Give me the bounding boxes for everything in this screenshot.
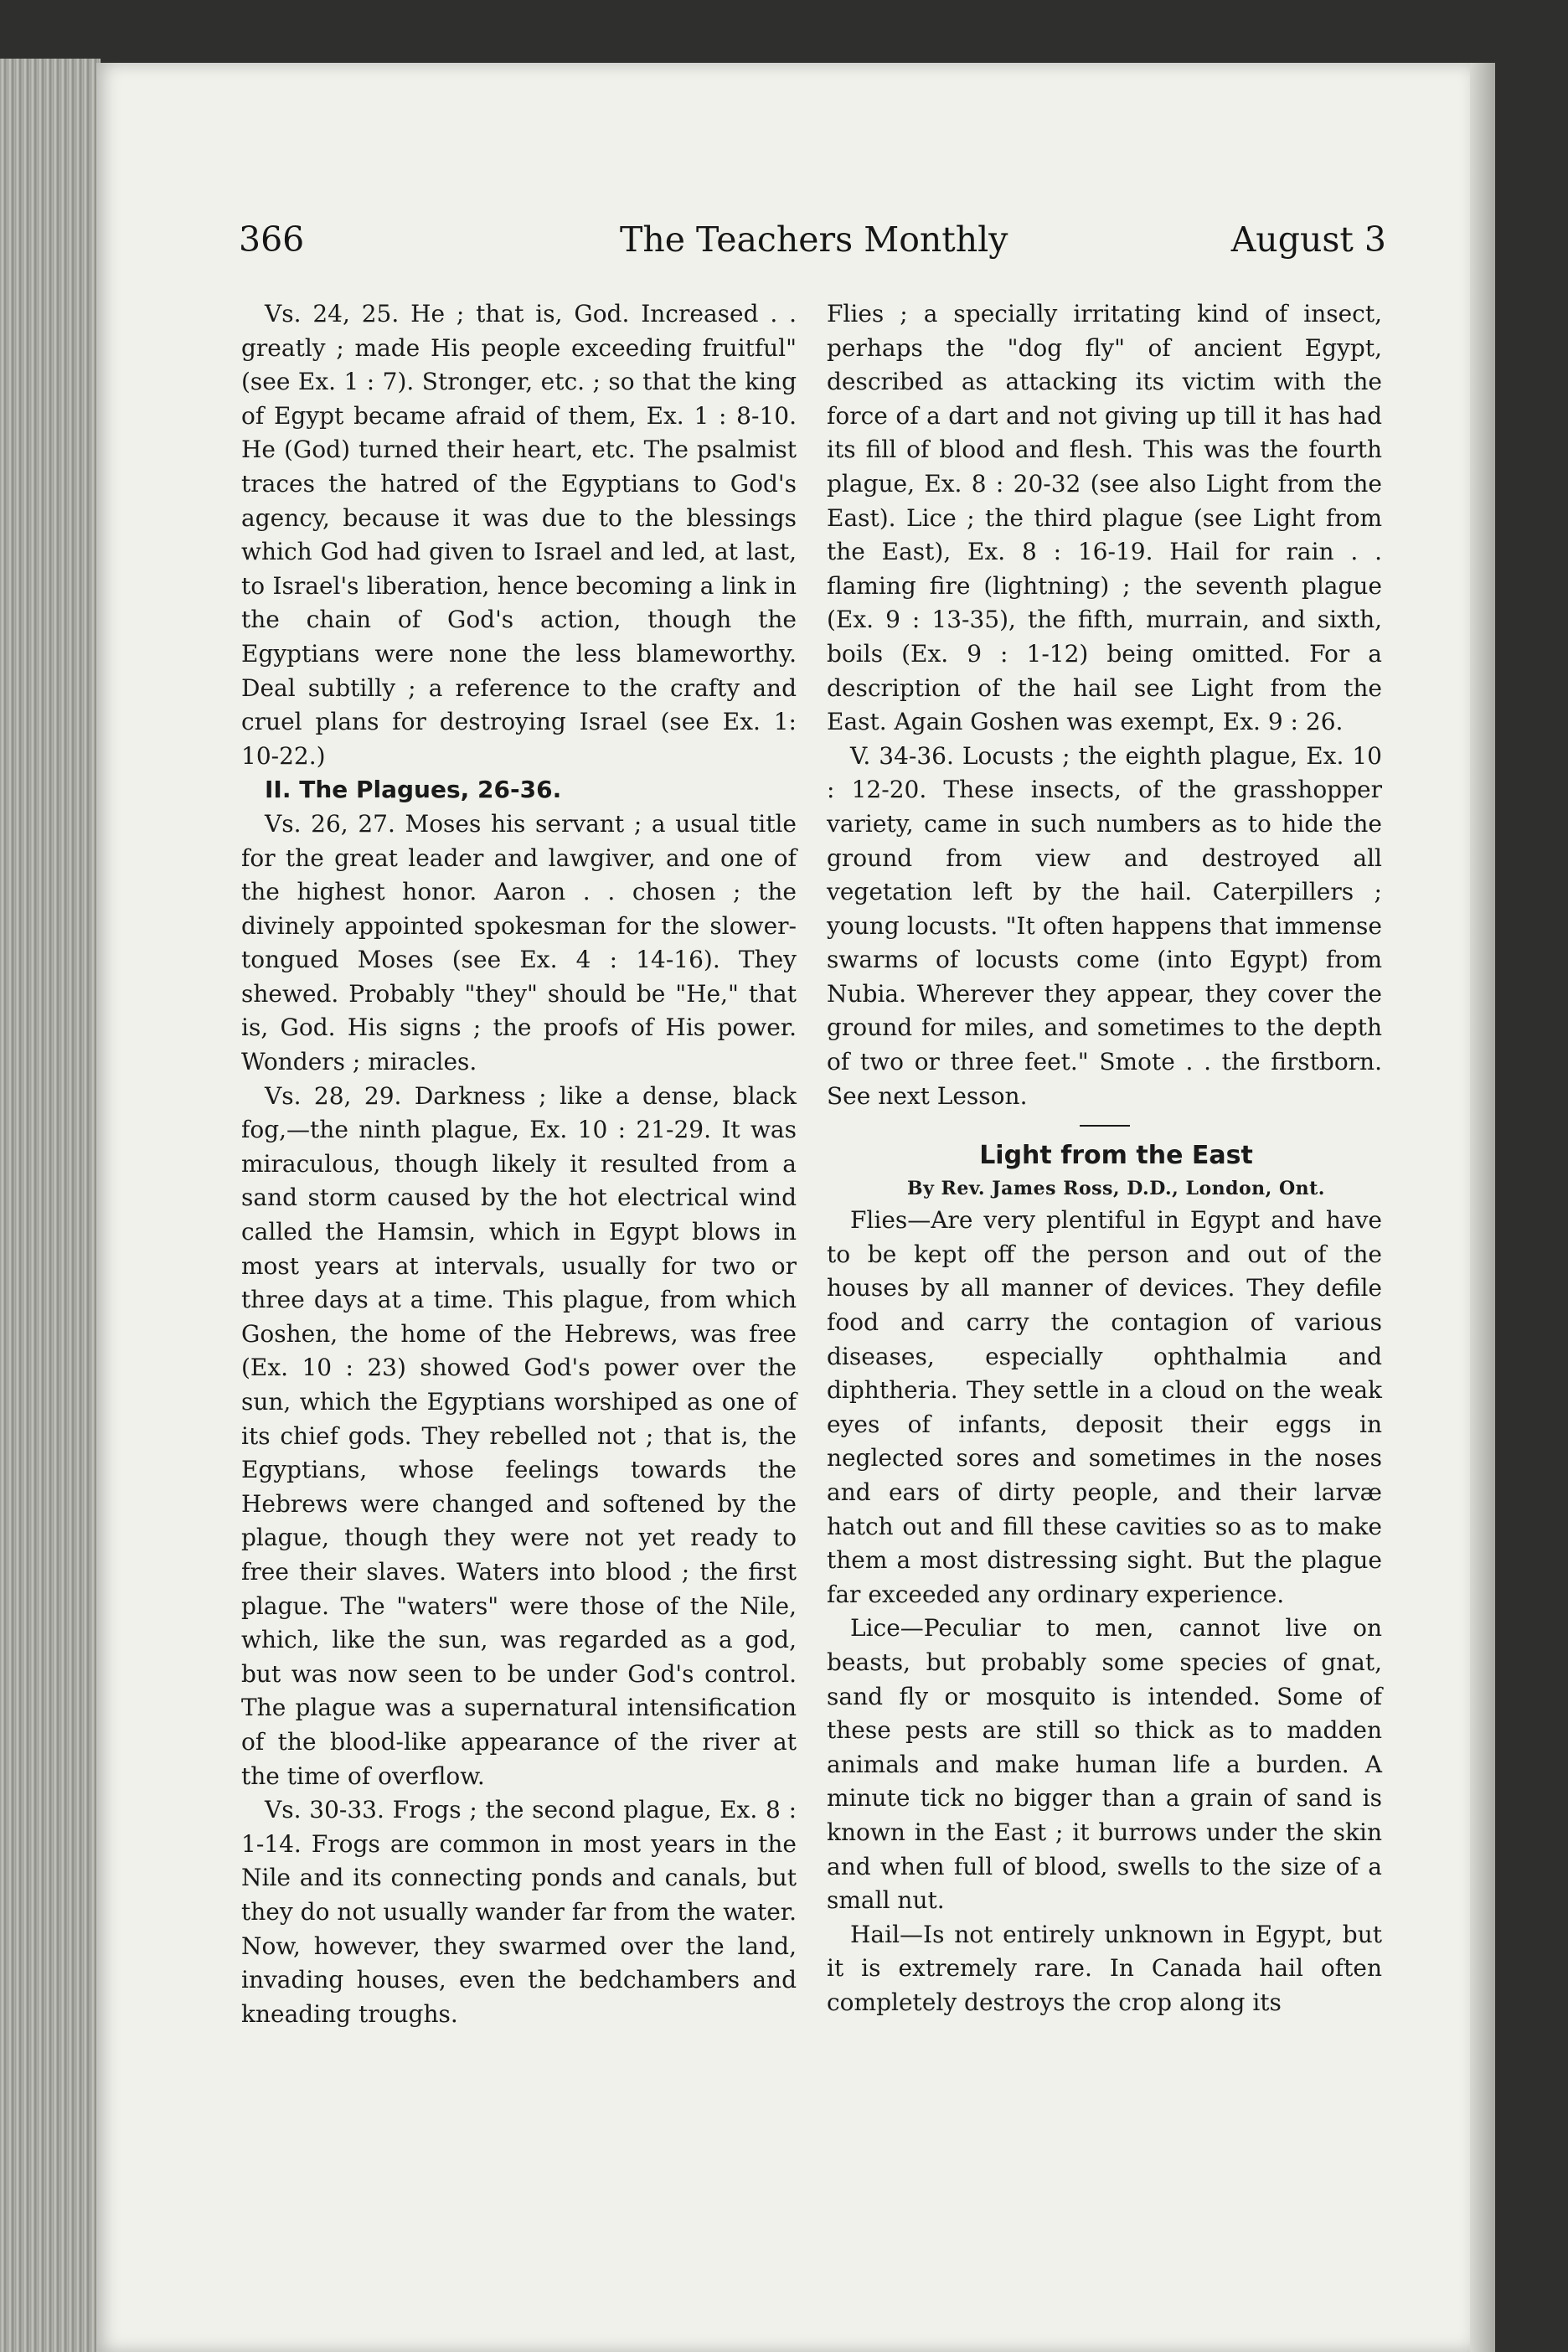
section-heading: II. The Plagues, 26-36.	[265, 776, 562, 804]
paragraph-flies-continued: Flies ; a specially irritating kind of insect, perhaps the "dog fly" of ancient Egypt, described as attacking its victim with the force of a dart and not giving up till it has had its fill of blood and flesh. This was the fourth plague, Ex. 8 : 20-32 (see also Light from the East). Lice ; the third plague (see Light from the East), Ex. 8 : 16-19. Hail for rain . . flaming fire (lightning) ; the seventh plague (Ex. 9 : 13-35), the fifth, murrain, and sixth, boils (Ex. 9 : 1-12) being omitted. For a description of the hail see Light from the East. Again Goshen was exempt, Ex. 9 : 26.	[827, 300, 1382, 736]
book-right-edge	[1470, 63, 1495, 2352]
paragraph-vs-30-33: Vs. 30-33. Frogs ; the second plague, Ex. 8 : 1-14. Frogs are common in most years in the Nile and its connecting ponds and canals, but they do not usually wander far from the water. Now, however, they swarmed over the land, invading houses, even the bedchambers and kneading troughs.	[241, 1796, 797, 2028]
book-page-edges	[0, 59, 101, 2352]
page-number: 366	[239, 219, 305, 260]
running-title: The Teachers Monthly	[620, 219, 1008, 260]
paragraph-vs-28-29: Vs. 28, 29. Darkness ; like a dense, black fog,—the ninth plague, Ex. 10 : 21-29. It was miraculous, though likely it resulted from a sand storm caused by the hot electrical wind called the Hamsin, which in Egypt blows in most years at intervals, usually for two or three days at a time. This plague, from which Goshen, the home of the Hebrews, was free (Ex. 10 : 23) showed God's power over the sun, which the Egyptians worshiped as one of its chief gods. They rebelled not ; that is, the Egyptians, whose feelings towards the Hebrews were changed and softened by the plague, though they were not yet ready to free their slaves. Waters into blood ; the first plague. The "waters" were those of the Nile, which, like the sun, was regarded as a god, but was now seen to be under God's control. The plague was a supernatural intensification of the blood-like appearance of the river at the time of overflow.	[241, 1081, 797, 1790]
paragraph-v-34-36: V. 34-36. Locusts ; the eighth plague, Ex. 10 : 12-20. These insects, of the grasshopper variety, came in such numbers as to hide the ground from view and destroyed all vegetation left by the hail. Caterpillers ; young locusts. "It often happens that immense swarms of locusts come (into Egypt) from Nubia. Wherever they appear, they cover the ground for miles, and sometimes to the depth of two or three feet." Smote . . the firstborn. See next Lesson.	[827, 741, 1382, 1110]
article-title: Light from the East	[979, 1141, 1253, 1171]
paragraph-hail: Hail—Is not entirely unknown in Egypt, but it is extremely rare. In Canada hail often completely destroys the crop along its	[827, 1920, 1382, 2016]
left-column	[241, 297, 797, 2031]
paragraph-vs-24-25: Vs. 24, 25. He ; that is, God. Increased . . greatly ; made His people exceeding fruitful" (see Ex. 1 : 7). Stronger, etc. ; so that the king of Egypt became afraid of them, Ex. 1 : 8-10. He (God) turned their heart, etc. The psalmist traces the hatred of the Egyptians to God's agency, because it was due to the blessings which God had given to Israel and led, at last, to Israel's liberation, hence becoming a link in the chain of God's action, though the Egyptians were none the less blameworthy. Deal subtilly ; a reference to the crafty and cruel plans for destroying Israel (see Ex. 1: 10-22.)	[241, 300, 797, 770]
article-byline: By Rev. James Ross, D.D., London, Ont.	[907, 1178, 1325, 1200]
paragraph-vs-26-27: Vs. 26, 27. Moses his servant ; a usual title for the great leader and lawgiver, and one of the highest honor. Aaron . . chosen ; the divinely appointed spokesman for the slower-tongued Moses (see Ex. 4 : 14-16). They shewed. Probably "they" should be "He," that is, God. His signs ; the proofs of His power. Wonders ; miracles.	[241, 809, 797, 1076]
paragraph-flies: Flies—Are very plentiful in Egypt and have to be kept off the person and out of the houses by all manner of devices. They defile food and carry the contagion of various diseases, especially ophthalmia and diphtheria. They settle in a cloud on the weak eyes of infants, deposit their eggs in neglected sores and sometimes in the noses and ears of dirty people, and their larvæ hatch out and fill these cavities so as to make them a most distressing sight. But the plague far exceeded any ordinary experience.	[827, 1206, 1382, 1608]
section-divider	[1080, 1125, 1130, 1127]
page-header	[239, 219, 1386, 270]
paragraph-lice: Lice—Peculiar to men, cannot live on beasts, but probably some species of gnat, sand fly or mosquito is intended. Some of these pests are still so thick as to madden animals and make human life a burden. A minute tick no bigger than a grain of sand is known in the East ; it burrows under the skin and when full of blood, swells to the size of a small nut.	[827, 1614, 1382, 1915]
right-column	[827, 297, 1382, 2020]
issue-date: August 3	[1230, 219, 1386, 260]
